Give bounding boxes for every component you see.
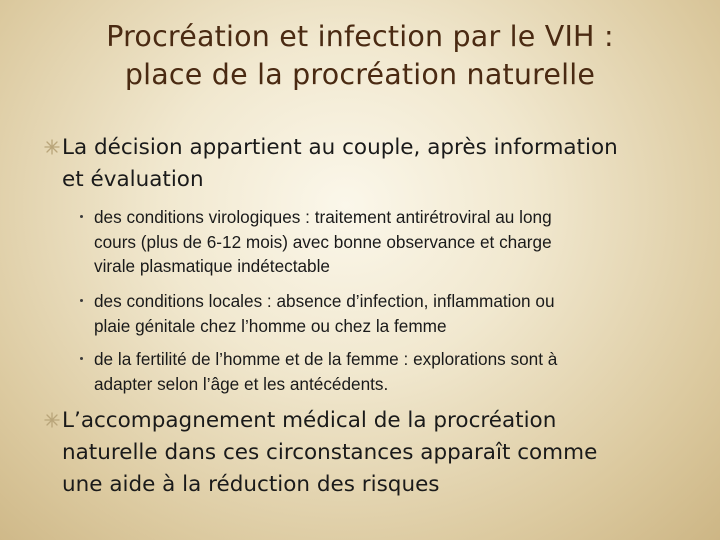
title-line-1: Procréation et infection par le VIH : [106, 20, 614, 53]
bullet-accompaniment-line-3: une aide à la réduction des risques [62, 472, 440, 497]
sub-bullet-line: des conditions virologiques : traitement antirétroviral au long [94, 207, 552, 227]
sub-bullet-line: des conditions locales : absence d’infection, inflammation ou [94, 291, 555, 311]
sub-bullet-dot-icon [80, 357, 83, 360]
bullet-decision [44, 132, 618, 196]
sparkle-bullet-icon [44, 412, 60, 428]
bullet-decision-line-1: La décision appartient au couple, après information [62, 135, 618, 160]
sub-bullet-virological [80, 205, 552, 279]
title-line-2: place de la procréation naturelle [124, 58, 596, 91]
sparkle-bullet-icon [44, 139, 60, 155]
slide-title [0, 18, 720, 94]
sub-bullet-dot-icon [80, 215, 83, 218]
sub-bullet-local [80, 289, 555, 338]
sub-bullet-line: plaie génitale chez l’homme ou chez la femme [94, 315, 447, 336]
sub-bullet-line: de la fertilité de l’homme et de la femme : explorations sont à [94, 349, 558, 369]
sub-bullet-fertility [80, 347, 557, 396]
sub-bullet-dot-icon [80, 299, 83, 302]
sub-bullet-line: adapter selon l’âge et les antécédents. [94, 373, 389, 394]
bullet-accompaniment [44, 405, 597, 501]
bullet-accompaniment-line-1: L’accompagnement médical de la procréation [62, 408, 557, 433]
sub-bullet-line: virale plasmatique indétectable [94, 256, 330, 276]
bullet-decision-line-2: et évaluation [62, 167, 204, 192]
bullet-accompaniment-line-2: naturelle dans ces circonstances apparaît comme [62, 440, 598, 465]
sub-bullet-line: cours (plus de 6-12 mois) avec bonne observance et charge [94, 231, 552, 252]
